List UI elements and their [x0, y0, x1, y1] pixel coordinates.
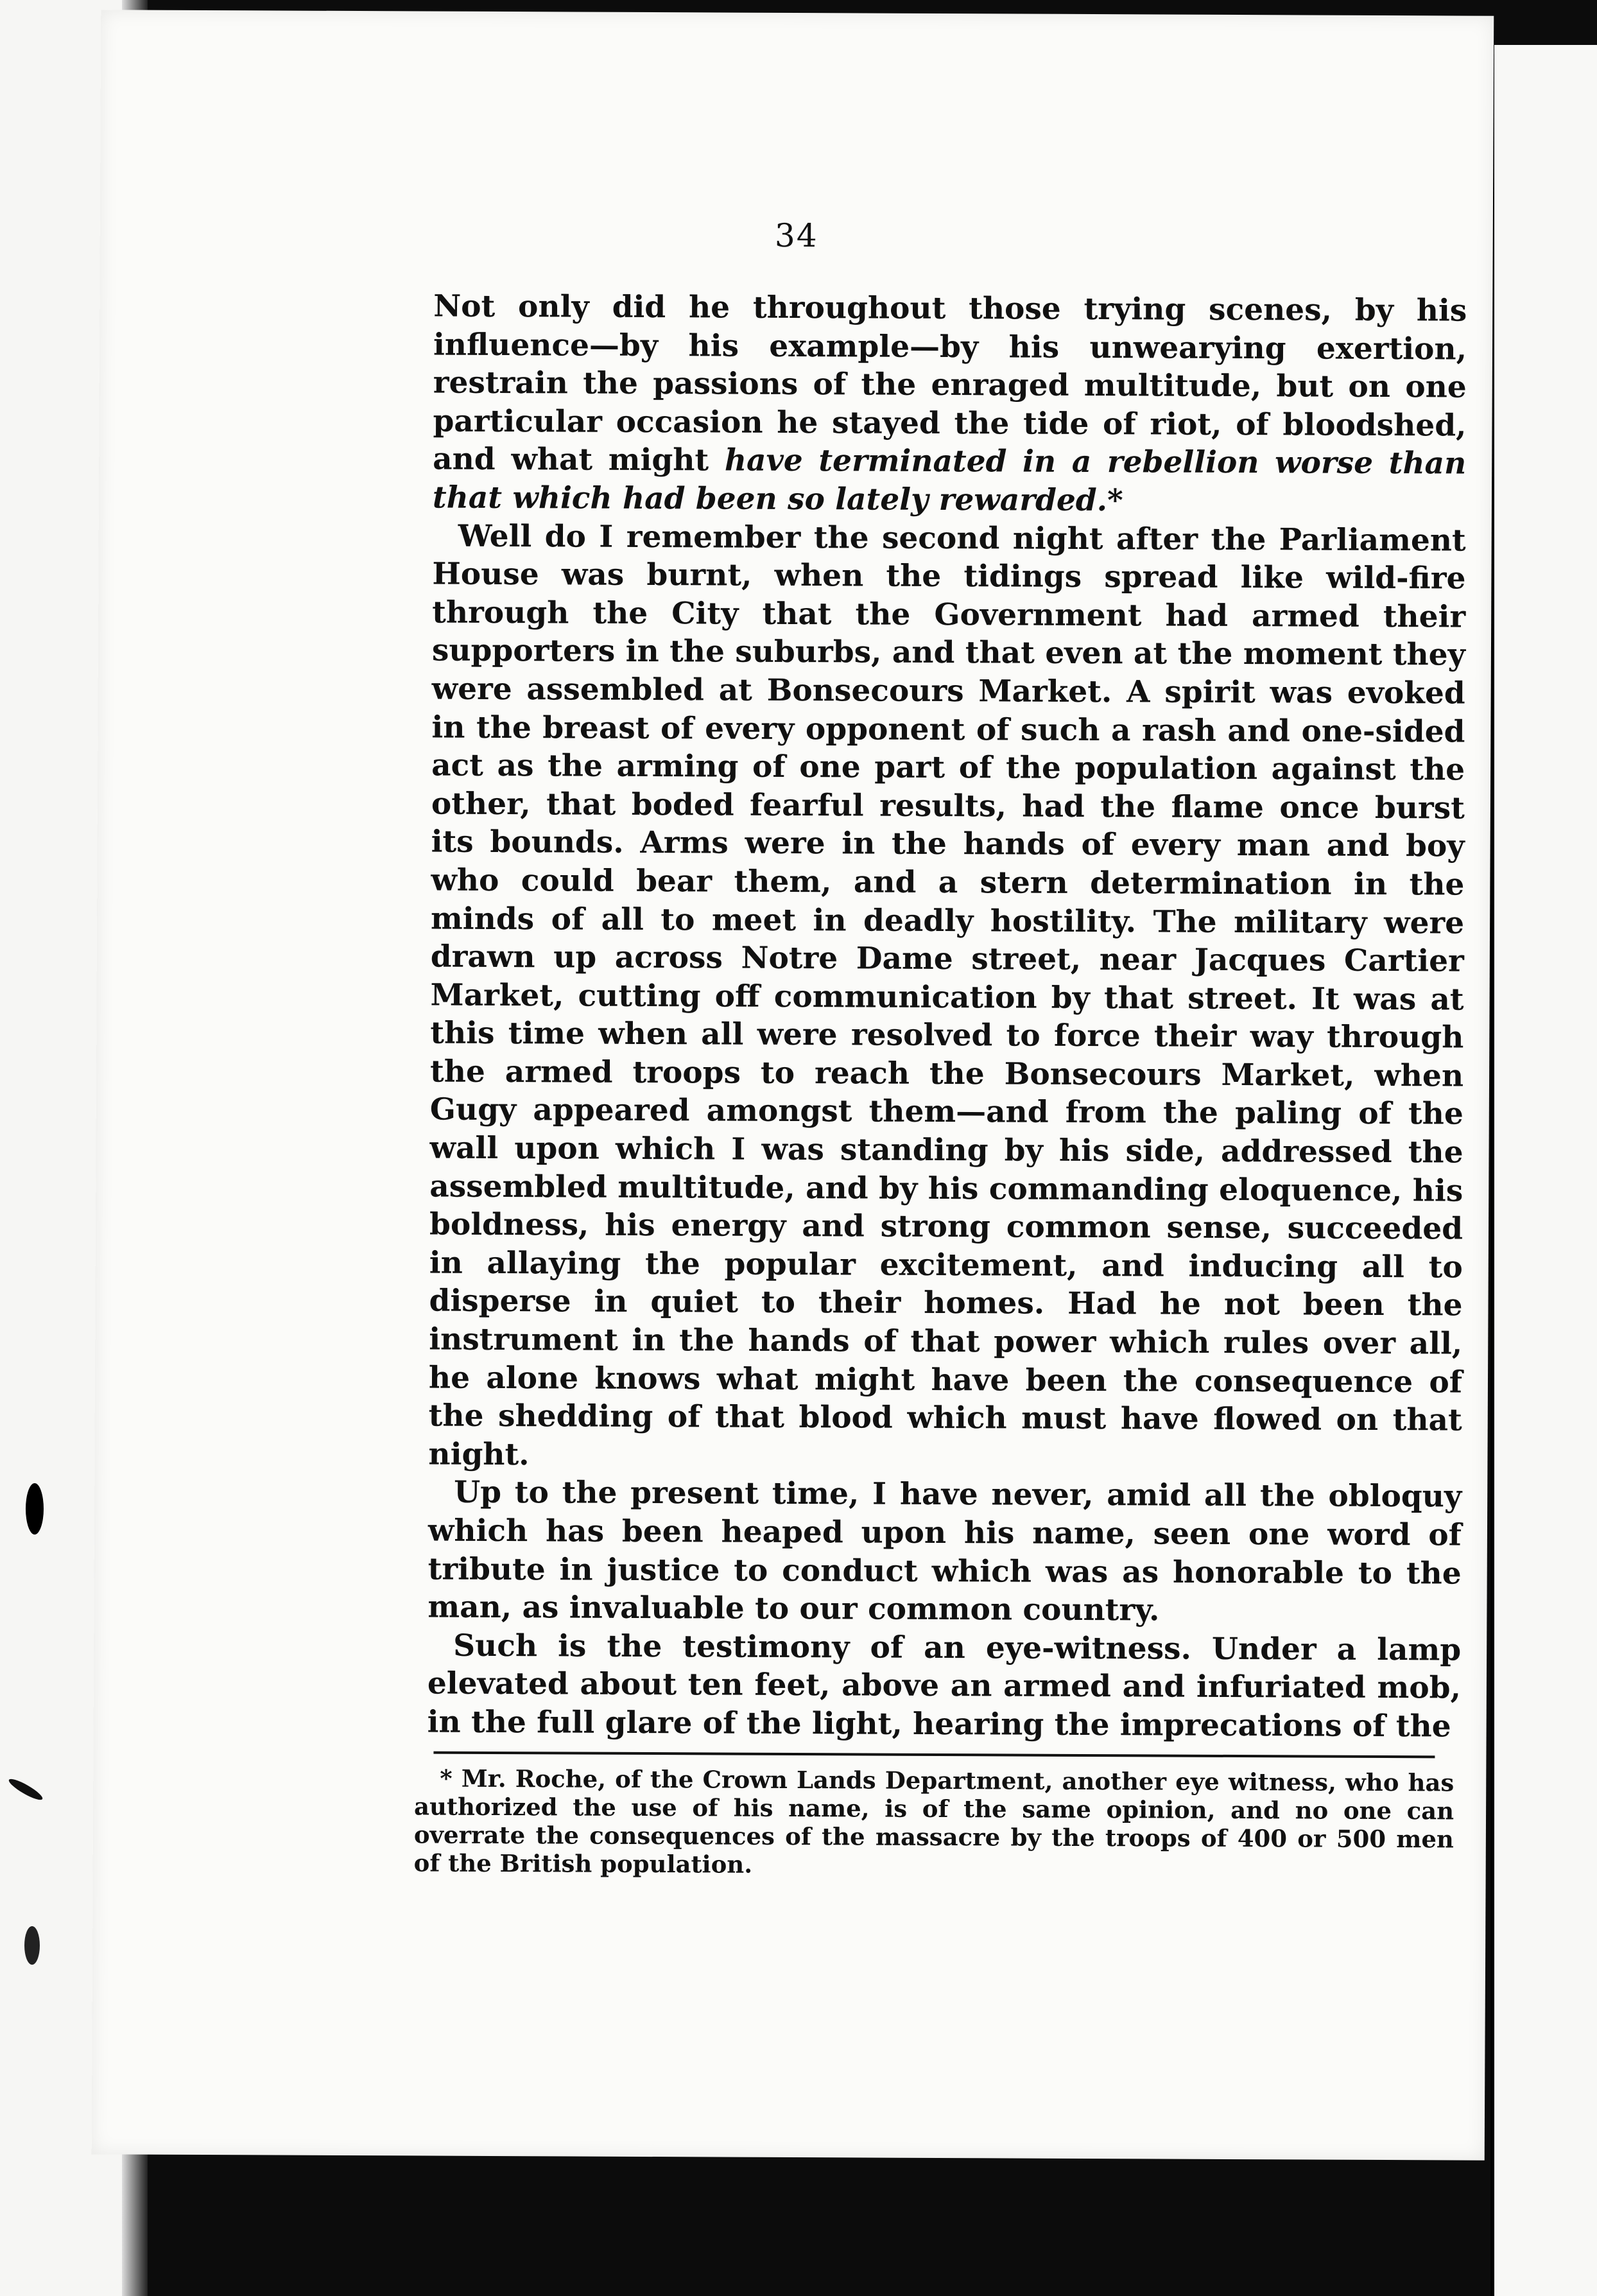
- paragraph-4: Such is the testimony of an eye-witness. Under a lamp elevated about ten feet, above an armed and infuriated mob, in the full glare of the light, hearing the imprecations of the: [427, 1628, 1462, 1744]
- book-page: [92, 10, 1494, 2160]
- footnote-marker: *: [1107, 483, 1123, 519]
- page-number: 34: [774, 216, 818, 255]
- body-text: [427, 288, 1467, 1746]
- facing-page-edge-right: [1490, 45, 1597, 2296]
- scan-blemish: [24, 1926, 40, 1965]
- footnote: [414, 1764, 1455, 1881]
- paragraph-3: Up to the present time, I have never, amid all the obloquy which has been heaped upon his name, seen one word of tribute in justice to conduct which was as honorable to the man, as invaluable to our common country.: [427, 1475, 1462, 1628]
- paragraph-2: Well do I remember the second night after the Parliament House was burnt, when the tidings spread like wild-fire through the City that the Government had armed their supporters in the suburbs, and that even at the moment they were assembled at Bonsecours Market. A spirit was evoked in the breast of every opponent of such a rash and one-sided act as the arming of one part of the population against the other, that boded fearful results, had the flame once burst its bounds. Arms were in the hands of every man and boy who could bear them, and a stern determination in the minds of all to meet in deadly hostility. The military were drawn up across Notre Dame street, near Jacques Cartier Market, cutting off communication by that street. It was at this time when all were resolved to force their way through the armed troops to reach the Bonsecours Market, when Gugy appeared amongst them—and from the paling of the wall upon which I was standing by his side, addressed the assembled multitude, and by his commanding eloquence, his boldness, his energy and strong common sense, succeeded in allaying the popular excitement, and inducing all to disperse in quiet to their homes. Had he not been the instrument in the hands of that power which rules over all, he alone knows what might have been the consequence of the shedding of that blood which must have flowed on that night.: [428, 518, 1466, 1473]
- paragraph-1-text: Not only did he throughout those trying scenes, by his influence—by his example—by his unwearying exertion, restrain the passions of the enraged multitude, but on one particular occasion he stayed the tide of riot, of bloodshed, and what might: [433, 288, 1467, 478]
- paragraph-1-italic: have terminated in a rebellion worse than that which had been so lately rewarded.: [432, 442, 1467, 519]
- footnote-divider: [433, 1752, 1435, 1759]
- scan-blemish: [26, 1483, 44, 1535]
- paragraph-1: [433, 288, 1467, 522]
- footnote-text: * Mr. Roche, of the Crown Lands Department, another eye witness, who has authorized the use of his name, is of the same opinion, and no one can overrate the consequences of the massacre by the troops of 400 or 500 men of the British population.: [413, 1764, 1455, 1879]
